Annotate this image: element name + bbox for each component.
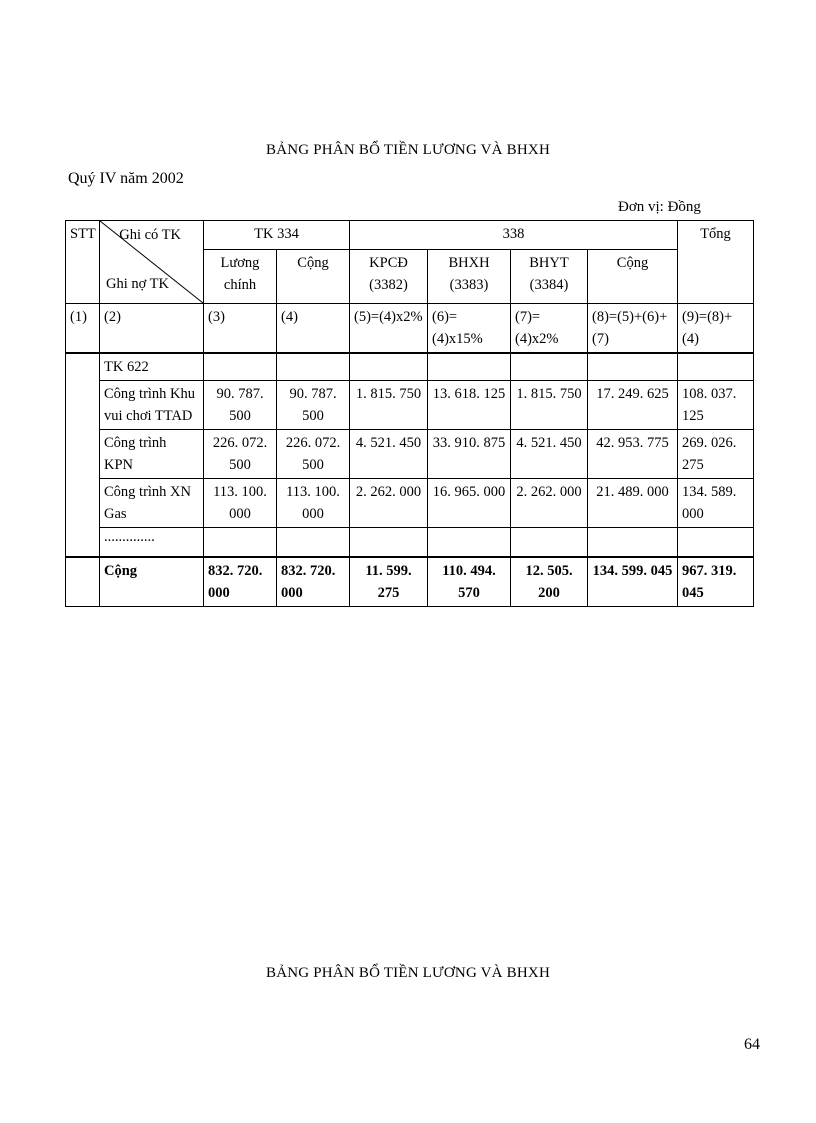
index-cell: (5)=(4)x2% [350, 304, 428, 354]
index-cell: (6)=(4)x15% [428, 304, 511, 354]
cell-kpcd: 4. 521. 450 [350, 430, 428, 479]
table-row [66, 430, 754, 479]
header-bhxh-label: BHXH [448, 255, 490, 272]
group-label: TK 622 [100, 353, 204, 381]
header-row-1 [66, 221, 754, 250]
header-sum-334: Cộng [277, 250, 350, 304]
cell-kpcd: 2. 262. 000 [350, 479, 428, 528]
total-label: Cộng [100, 557, 204, 607]
total-stt-cell [66, 557, 100, 607]
cell-bhxh: 13. 618. 125 [428, 381, 511, 430]
total-main-salary: 832. 720. 000 [204, 557, 277, 607]
group-row [66, 353, 754, 381]
index-cell: (3) [204, 304, 277, 354]
cell-bhxh: 16. 965. 000 [428, 479, 511, 528]
total-bhxh: 110. 494. 570 [428, 557, 511, 607]
header-bhyt-label: BHYT [529, 255, 569, 272]
currency-unit-label: Đơn vị: Đồng [618, 199, 701, 215]
header-bhyt-code: (3384) [529, 277, 569, 294]
header-bhxh [428, 250, 511, 304]
header-debit-account: Ghi nợ TK [106, 276, 169, 292]
cell-sum-338: 17. 249. 625 [588, 381, 678, 430]
header-bhxh-code: (3383) [449, 277, 489, 294]
total-row [66, 557, 754, 607]
row-name: Công trình XN Gas [100, 479, 204, 528]
index-cell: (1) [66, 304, 100, 354]
index-cell: (2) [100, 304, 204, 354]
cell-sum-334: 90. 787. 500 [277, 381, 350, 430]
page-number: 64 [744, 1036, 760, 1053]
header-kpcd-label: KPCĐ [369, 255, 408, 272]
header-sum-338: Cộng [588, 250, 678, 304]
header-kpcd-code: (3382) [369, 277, 408, 294]
cell-sum-334: 226. 072. 500 [277, 430, 350, 479]
footer-title: BẢNG PHÂN BỔ TIỀN LƯƠNG VÀ BHXH [266, 965, 550, 981]
period-label: Quý IV năm 2002 [68, 170, 184, 187]
cell-main-salary: 90. 787. 500 [204, 381, 277, 430]
header-total: Tổng [678, 221, 754, 304]
header-bhyt [511, 250, 588, 304]
cell-sum-338: 42. 953. 775 [588, 430, 678, 479]
total-kpcd: 11. 599. 275 [350, 557, 428, 607]
cell-main-salary: 226. 072. 500 [204, 430, 277, 479]
header-tk338: 338 [350, 221, 678, 250]
header-tk334: TK 334 [204, 221, 350, 250]
header-stt: STT [66, 221, 100, 304]
index-cell: (4) [277, 304, 350, 354]
page-title: BẢNG PHÂN BỔ TIỀN LƯƠNG VÀ BHXH [266, 142, 550, 158]
cell-total: 269. 026. 275 [678, 430, 754, 479]
cell-bhyt: 2. 262. 000 [511, 479, 588, 528]
cell-kpcd: 1. 815. 750 [350, 381, 428, 430]
table-row [66, 479, 754, 528]
table-row [66, 381, 754, 430]
cell-bhyt: 1. 815. 750 [511, 381, 588, 430]
header-credit-account: Ghi có TK [119, 227, 181, 243]
header-main-salary: Lương chính [204, 250, 277, 304]
salary-allocation-table [65, 220, 754, 607]
index-row [66, 304, 754, 354]
row-name: Công trình Khu vui chơi TTAD [100, 381, 204, 430]
cell-bhyt: 4. 521. 450 [511, 430, 588, 479]
total-sum-338: 134. 599. 045 [588, 557, 678, 607]
ellipsis-cell: .............. [100, 528, 204, 558]
total-grand: 967. 319. 045 [678, 557, 754, 607]
cell-total: 108. 037. 125 [678, 381, 754, 430]
index-cell: (9)=(8)+(4) [678, 304, 754, 354]
index-cell: (8)=(5)+(6)+(7) [588, 304, 678, 354]
index-cell: (7)=(4)x2% [511, 304, 588, 354]
header-kpcd [350, 250, 428, 304]
cell-sum-334: 113. 100. 000 [277, 479, 350, 528]
stt-cell [66, 353, 100, 557]
cell-bhxh: 33. 910. 875 [428, 430, 511, 479]
row-name: Công trình KPN [100, 430, 204, 479]
total-bhyt: 12. 505. 200 [511, 557, 588, 607]
total-sum-334: 832. 720. 000 [277, 557, 350, 607]
cell-sum-338: 21. 489. 000 [588, 479, 678, 528]
cell-main-salary: 113. 100. 000 [204, 479, 277, 528]
cell-total: 134. 589. 000 [678, 479, 754, 528]
header-account-diagonal [100, 221, 204, 304]
ellipsis-row [66, 528, 754, 558]
